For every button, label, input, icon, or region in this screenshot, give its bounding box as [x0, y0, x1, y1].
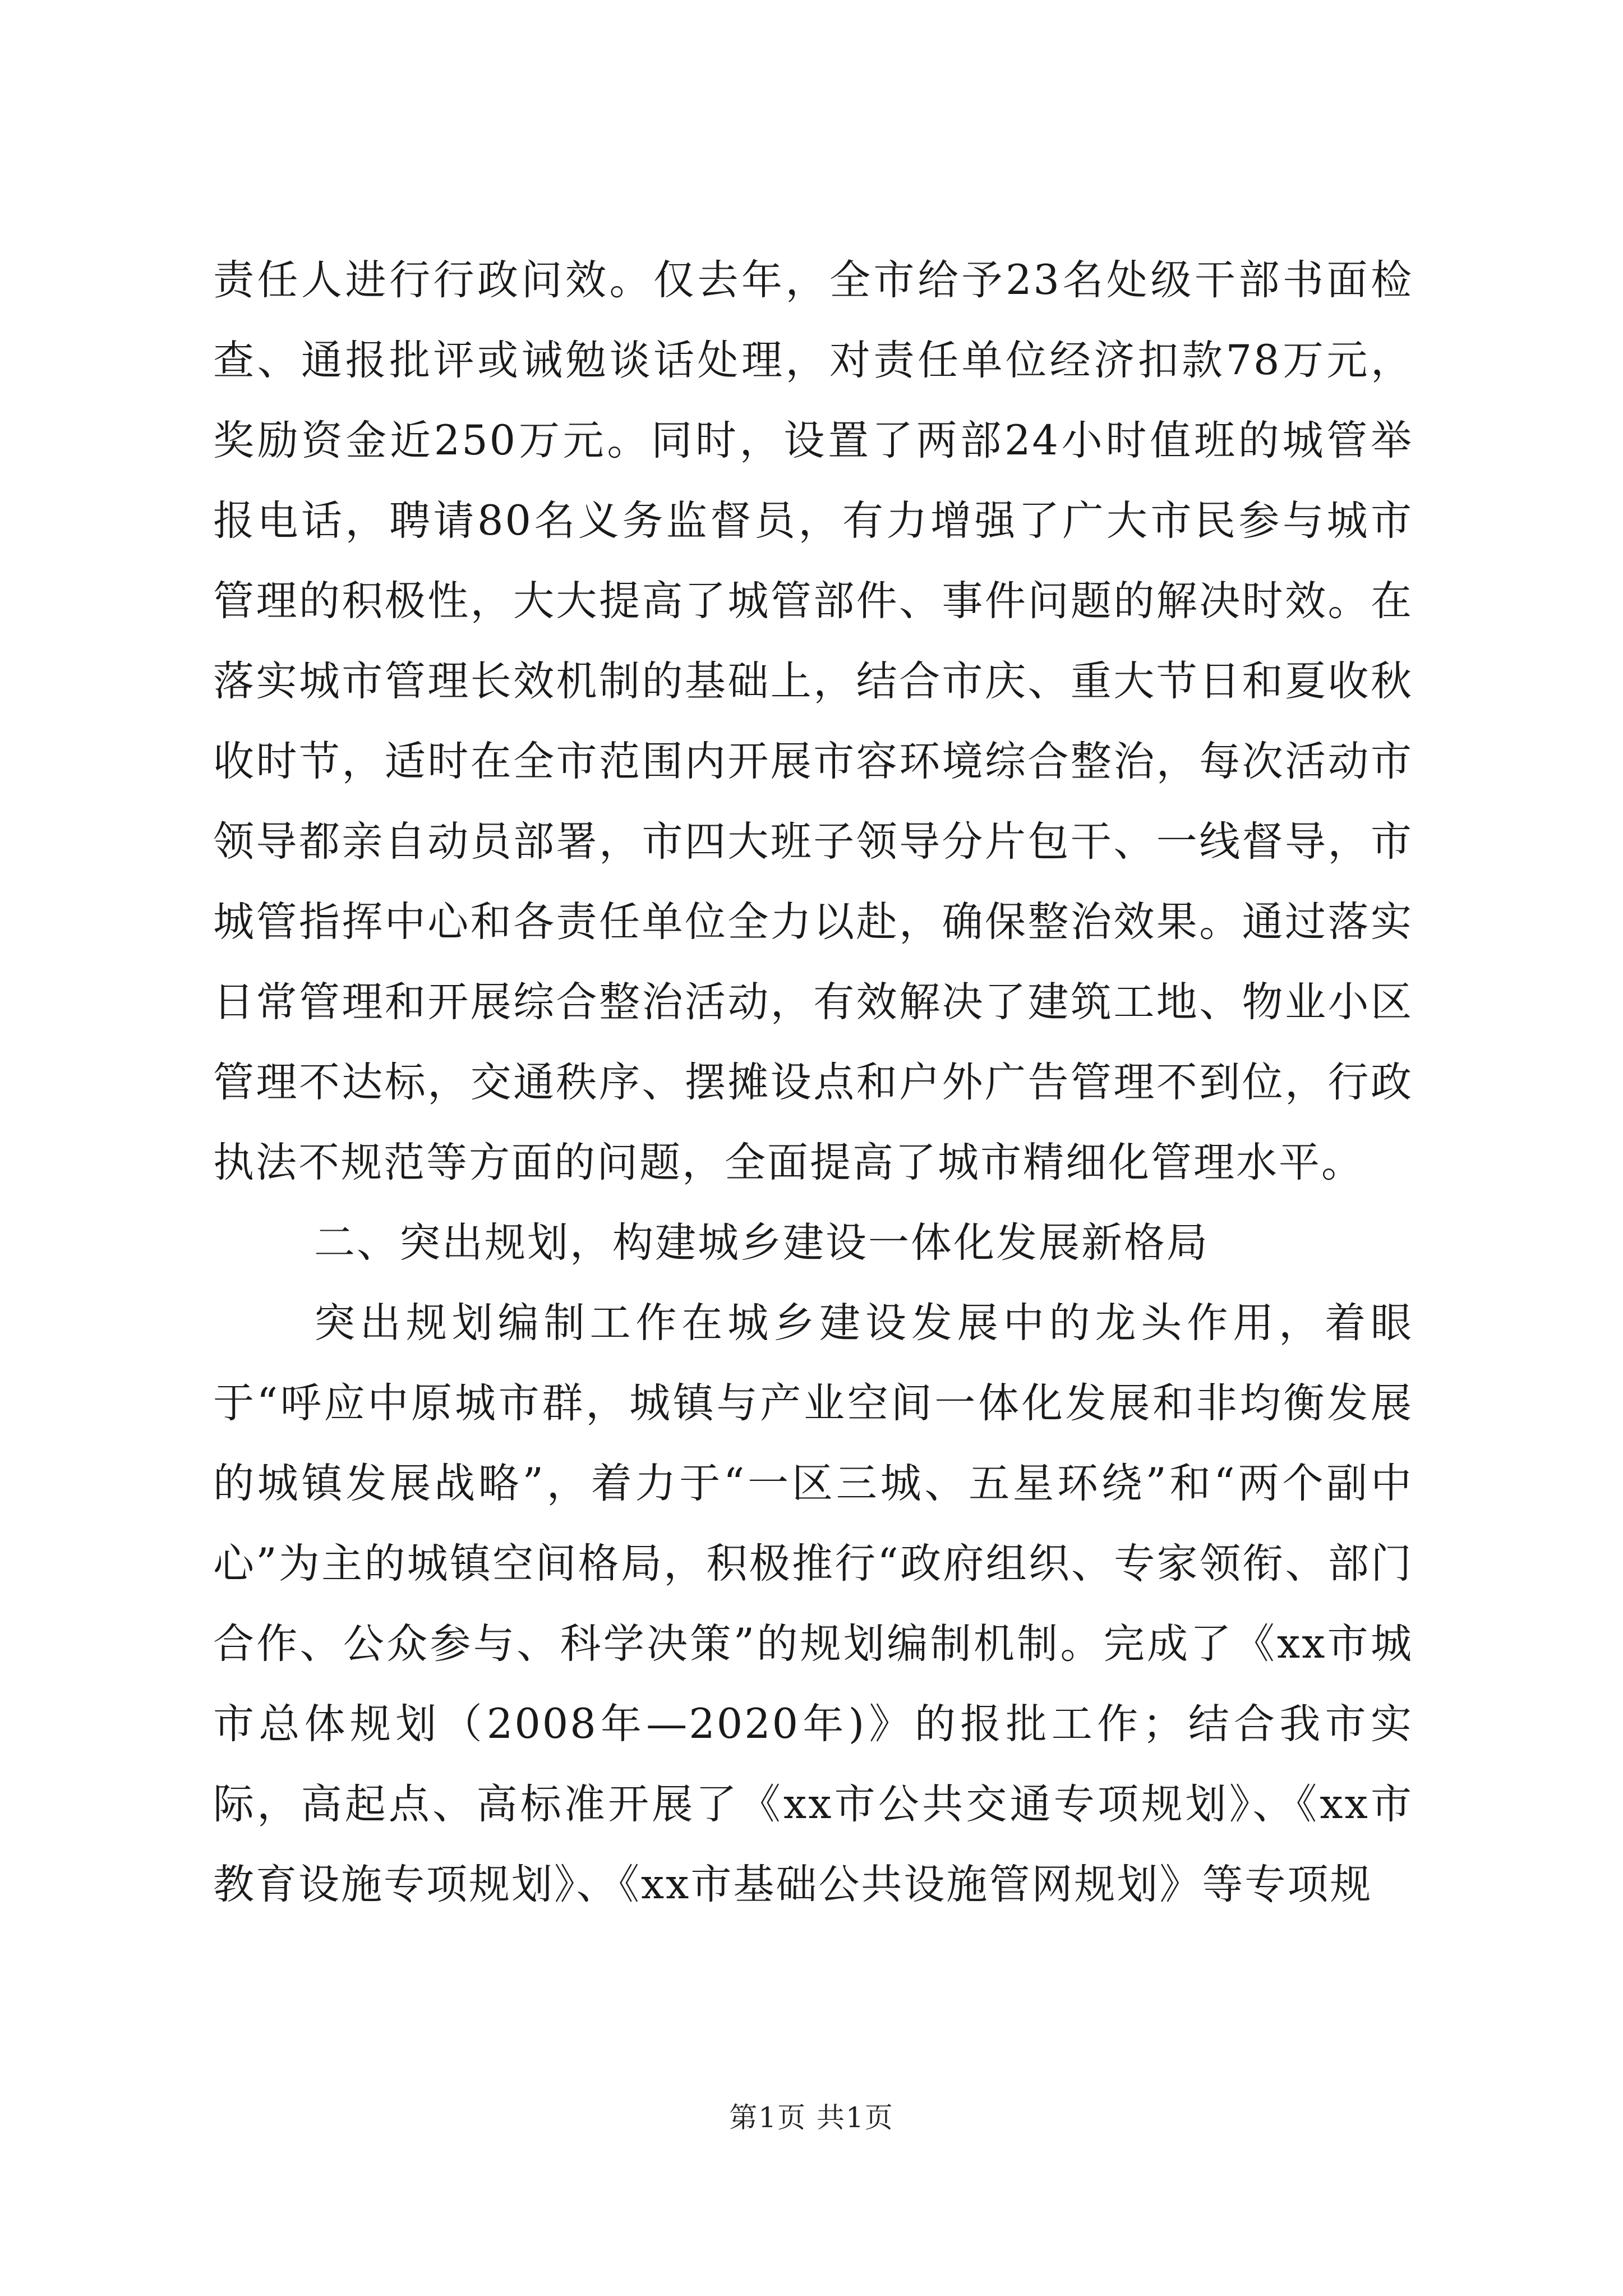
page-footer: 第1页 共1页	[729, 2101, 894, 2134]
document-body	[213, 240, 1413, 1925]
paragraph-accountability: 责任人进行行政问效。仅去年，全市给予23名处级干部书面检查、通报批评或诫勉谈话处理，对责任单位经济扣款78万元，奖励资金近250万元。同时，设置了两部24小时值班的城管举报电话，聘请80名义务监督员，有力增强了广大市民参与城市管理的积极性，大大提高了城管部件、事件问题的解决时效。在落实城市管理长效机制的基础上，结合市庆、重大节日和夏收秋收时节，适时在全市范围内开展市容环境综合整治，每次活动市领导都亲自动员部署，市四大班子领导分片包干、一线督导，市城管指挥中心和各责任单位全力以赴，确保整治效果。通过落实日常管理和开展综合整治活动，有效解决了建筑工地、物业小区管理不达标，交通秩序、摆摊设点和户外广告管理不到位，行政执法不规范等方面的问题，全面提高了城市精细化管理水平。	[213, 256, 1413, 1186]
paragraph-planning: 突出规划编制工作在城乡建设发展中的龙头作用，着眼于“呼应中原城市群，城镇与产业空间一体化发展和非均衡发展的城镇发展战略”，着力于“一区三城、五星环绕”和“两个副中心”为主的城镇空间格局，积极推行“政府组织、专家领衔、部门合作、公众参与、科学决策”的规划编制机制。完成了《xx市城市总体规划（2008年—2020年)》的报批工作；结合我市实际，高起点、高标准开展了《xx市公共交通专项规划》、《xx市教育设施专项规划》、《xx市基础公共设施管网规划》等专项规	[213, 1299, 1413, 1908]
section-heading-planning: 二、突出规划，构建城乡建设一体化发展新格局	[314, 1219, 1209, 1267]
